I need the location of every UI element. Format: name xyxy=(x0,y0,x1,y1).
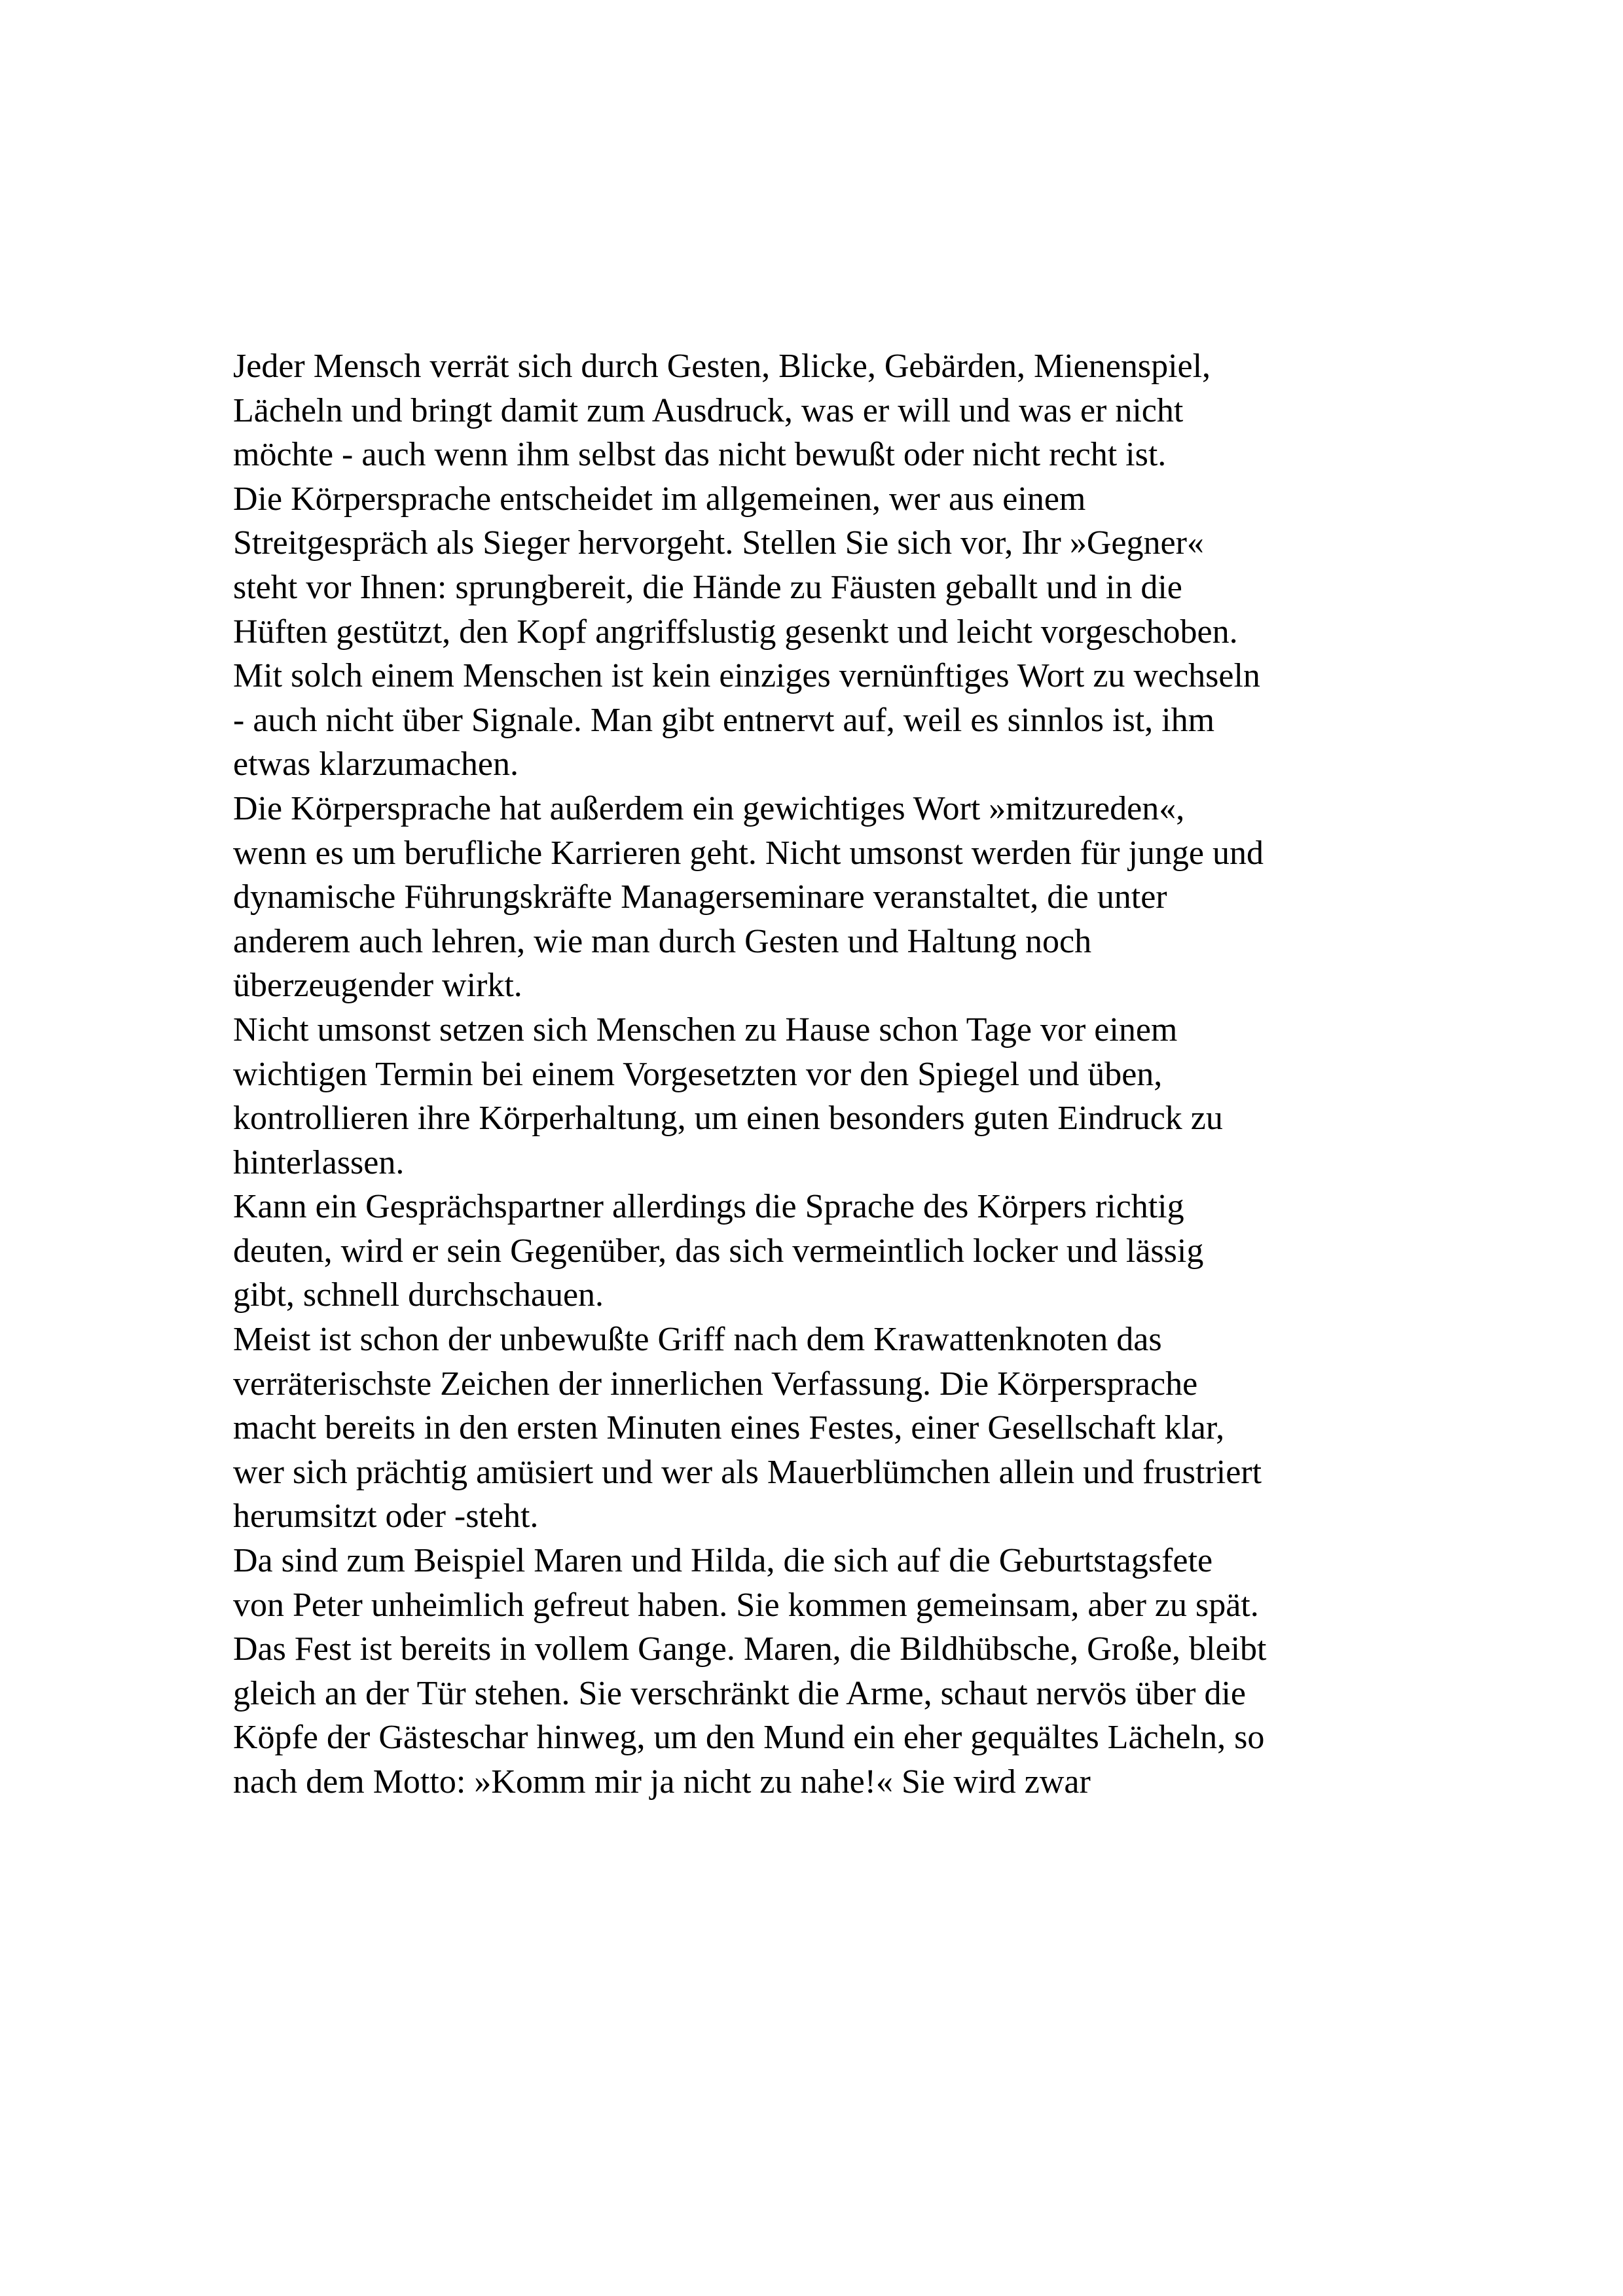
text-line: Lächeln und bringt damit zum Ausdruck, was er will und was er nicht xyxy=(233,391,1184,429)
text-line: kontrollieren ihre Körperhaltung, um einen besonders guten Eindruck zu xyxy=(233,1100,1223,1138)
text-line: Jeder Mensch verrät sich durch Gesten, Blicke, Gebärden, Mienenspiel, xyxy=(233,348,1211,385)
text-line: von Peter unheimlich gefreut haben. Sie kommen gemeinsam, aber zu spät. xyxy=(233,1586,1259,1624)
text-line: etwas klarzumachen. xyxy=(233,745,519,783)
text-line: wichtigen Termin bei einem Vorgesetzten vor den Spiegel und üben, xyxy=(233,1055,1163,1093)
text-line: - auch nicht über Signale. Man gibt entnervt auf, weil es sinnlos ist, ihm xyxy=(233,701,1215,739)
text-line: Die Körpersprache entscheidet im allgemeinen, wer aus einem xyxy=(233,480,1086,518)
text-line: deuten, wird er sein Gegenüber, das sich vermeintlich locker und lässig xyxy=(233,1232,1204,1270)
text-line: Hüften gestützt, den Kopf angriffslustig gesenkt und leicht vorgeschoben. xyxy=(233,613,1238,651)
text-line: steht vor Ihnen: sprungbereit, die Hände zu Fäusten geballt und in die xyxy=(233,568,1182,606)
text-line: Streitgespräch als Sieger hervorgeht. Stellen Sie sich vor, Ihr »Gegner« xyxy=(233,524,1204,562)
text-line: Mit solch einem Menschen ist kein einziges vernünftiges Wort zu wechseln xyxy=(233,657,1260,695)
body-text xyxy=(233,344,1412,1804)
text-line: macht bereits in den ersten Minuten eines Festes, einer Gesellschaft klar, xyxy=(233,1409,1225,1447)
text-line: verräterischste Zeichen der innerlichen Verfassung. Die Körpersprache xyxy=(233,1365,1198,1403)
text-line: überzeugender wirkt. xyxy=(233,967,522,1005)
text-line: Köpfe der Gästeschar hinweg, um den Mund ein eher gequältes Lächeln, so xyxy=(233,1719,1265,1757)
text-line: hinterlassen. xyxy=(233,1143,405,1181)
text-line: Kann ein Gesprächspartner allerdings die Sprache des Körpers richtig xyxy=(233,1188,1184,1226)
text-line: Meist ist schon der unbewußte Griff nach dem Krawattenknoten das xyxy=(233,1321,1162,1359)
text-line: gleich an der Tür stehen. Sie verschränkt die Arme, schaut nervös über die xyxy=(233,1674,1246,1712)
text-line: nach dem Motto: »Komm mir ja nicht zu nahe!« Sie wird zwar xyxy=(233,1763,1091,1801)
text-line: herumsitzt oder -steht. xyxy=(233,1498,539,1535)
text-line: wer sich prächtig amüsiert und wer als Mauerblümchen allein und frustriert xyxy=(233,1453,1262,1491)
text-line: wenn es um berufliche Karrieren geht. Nicht umsonst werden für junge und xyxy=(233,834,1264,872)
text-line: anderem auch lehren, wie man durch Gesten und Haltung noch xyxy=(233,922,1092,960)
text-line: möchte - auch wenn ihm selbst das nicht bewußt oder nicht recht ist. xyxy=(233,436,1167,474)
text-line: Die Körpersprache hat außerdem ein gewichtiges Wort »mitzureden«, xyxy=(233,789,1185,827)
text-line: Das Fest ist bereits in vollem Gange. Maren, die Bildhübsche, Große, bleibt xyxy=(233,1630,1267,1668)
text-line: Da sind zum Beispiel Maren und Hilda, die sich auf die Geburtstagsfete xyxy=(233,1542,1213,1580)
text-line: gibt, schnell durchschauen. xyxy=(233,1276,604,1314)
text-line: Nicht umsonst setzen sich Menschen zu Hause schon Tage vor einem xyxy=(233,1011,1178,1049)
text-line: dynamische Führungskräfte Managerseminare veranstaltet, die unter xyxy=(233,878,1167,916)
